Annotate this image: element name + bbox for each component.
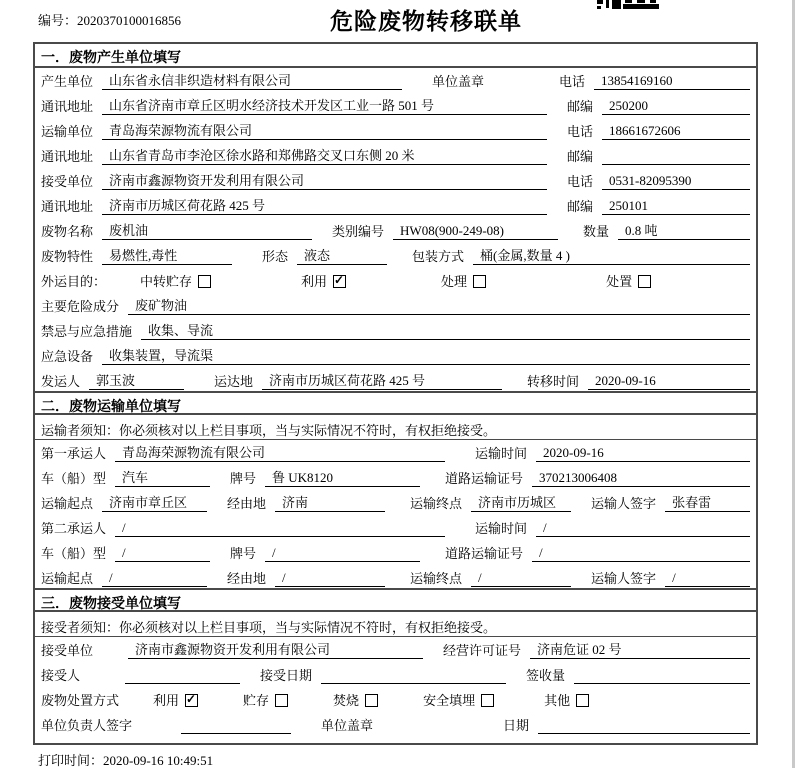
license2-label: 道路运输证号 <box>445 546 524 561</box>
time2-label: 运输时间 <box>475 521 528 536</box>
vehicle1-value: 汽车 <box>115 467 210 487</box>
transporter-value: 青岛海荣源物流有限公司 <box>102 120 547 140</box>
section2-note: 运输者须知：你必须核对以上栏目事项，当与实际情况不符时，有权拒绝接受。 <box>35 415 756 440</box>
doc-number-value: 2020370100016856 <box>77 13 182 28</box>
license2-value: / <box>532 545 750 562</box>
dest-label: 运达地 <box>214 374 254 389</box>
disposal-label: 废物处置方式 <box>41 693 120 708</box>
sign2-label: 运输人签字 <box>591 571 657 586</box>
shipper-value: 郭玉波 <box>89 370 184 390</box>
print-time-label: 打印时间： <box>38 753 104 768</box>
accept-date-label: 接受日期 <box>260 668 313 683</box>
utilize-checkbox <box>333 275 346 288</box>
recipient-label: 接受人 <box>41 668 81 683</box>
row-waste-name <box>35 218 756 243</box>
amount-label: 签收量 <box>526 668 566 683</box>
phone1-value: 13854169160 <box>594 73 750 90</box>
principal-sign-value <box>181 718 291 734</box>
vehicle2-label: 车（船）型 <box>41 546 107 561</box>
row-receiver-address <box>35 193 756 218</box>
accept-unit-value: 济南市鑫源物资开发利用有限公司 <box>128 639 423 659</box>
sign1-label: 运输人签字 <box>591 496 657 511</box>
plate2-label: 牌号 <box>230 546 257 561</box>
license1-label: 道路运输证号 <box>445 471 524 486</box>
treat-checkbox <box>473 275 486 288</box>
row-vehicle2 <box>35 540 756 565</box>
accept-date-value <box>321 668 506 684</box>
taboo-label: 禁忌与应急措施 <box>41 324 133 339</box>
shipper-label: 发运人 <box>41 374 81 389</box>
zip2-value <box>602 149 750 165</box>
addr3-value: 济南市历城区荷花路 425 号 <box>102 195 547 215</box>
row-carrier1 <box>35 440 756 465</box>
producer-value: 山东省永信非织造材料有限公司 <box>102 70 402 90</box>
via2-label: 经由地 <box>227 571 267 586</box>
disposal-landfill-checkbox <box>481 694 494 707</box>
purpose-option-storage: 中转贮存 <box>140 271 211 290</box>
permit-label: 经营许可证号 <box>443 643 522 658</box>
disposal-store-checkbox <box>275 694 288 707</box>
phone3-label: 电话 <box>567 174 594 189</box>
page-right-edge <box>792 0 795 768</box>
row-transfer-purpose <box>35 268 756 293</box>
via2-value: / <box>275 570 385 587</box>
row-receiver <box>35 168 756 193</box>
carrier1-value: 青岛海荣源物流有限公司 <box>115 442 445 462</box>
row-waste-traits <box>35 243 756 268</box>
disposal-option-burn: 焚烧 <box>333 690 378 709</box>
date2-label: 日期 <box>503 718 530 733</box>
waste-name-value: 废机油 <box>102 220 312 240</box>
disposal-option-store: 贮存 <box>243 690 288 709</box>
zip1-value: 250200 <box>602 98 750 115</box>
vehicle1-label: 车（船）型 <box>41 471 107 486</box>
disposal-other-checkbox <box>576 694 589 707</box>
row-vehicle1 <box>35 465 756 490</box>
recipient-value <box>125 668 240 684</box>
zip3-label: 邮编 <box>567 199 594 214</box>
sign1-value: 张春雷 <box>665 492 750 512</box>
phone2-label: 电话 <box>567 124 594 139</box>
plate1-value: 鲁 UK8120 <box>265 467 420 487</box>
row-route2 <box>35 565 756 590</box>
traits-label: 废物特性 <box>41 249 94 264</box>
transporter-label: 运输单位 <box>41 124 94 139</box>
equipment-value: 收集装置，导流渠 <box>102 345 750 365</box>
qr-code-remnant <box>597 0 663 9</box>
unit-stamp2-label: 单位盖章 <box>321 718 374 733</box>
producer-label: 产生单位 <box>41 74 94 89</box>
end2-value: / <box>471 570 571 587</box>
section1-title: 一．废物产生单位填写 <box>35 44 756 68</box>
packing-value: 桶(金属,数量 4 ) <box>473 245 750 265</box>
receiver-label: 接受单位 <box>41 174 94 189</box>
receiver-value: 济南市鑫源物资开发利用有限公司 <box>102 170 547 190</box>
form-label: 形态 <box>262 249 289 264</box>
time1-value: 2020-09-16 <box>536 445 750 462</box>
plate2-value: / <box>265 545 420 562</box>
addr2-label: 通讯地址 <box>41 149 94 164</box>
row-carrier2 <box>35 515 756 540</box>
quantity-label: 数量 <box>583 224 610 239</box>
origin1-label: 运输起点 <box>41 496 94 511</box>
hazard-label: 主要危险成分 <box>41 299 120 314</box>
phone2-value: 18661672606 <box>602 123 750 140</box>
section2-title: 二．废物运输单位填写 <box>35 391 756 415</box>
addr3-label: 通讯地址 <box>41 199 94 214</box>
phone3-value: 0531-82095390 <box>602 173 750 190</box>
addr2-value: 山东省青岛市李沧区徐水路和郑佛路交叉口东侧 20 米 <box>102 145 547 165</box>
doc-number <box>38 10 181 29</box>
disposal-utilize-checkbox <box>185 694 198 707</box>
time1-label: 运输时间 <box>475 446 528 461</box>
print-time <box>38 750 213 769</box>
principal-sign-label: 单位负责人签字 <box>41 718 133 733</box>
quantity-value: 0.8 吨 <box>618 220 750 240</box>
sign2-value: / <box>665 570 750 587</box>
row-transporter-address <box>35 143 756 168</box>
row-recipient <box>35 662 756 687</box>
row-route1 <box>35 490 756 515</box>
doc-number-label: 编号： <box>38 13 78 28</box>
origin2-value: / <box>102 570 207 587</box>
form-value: 液态 <box>297 245 387 265</box>
license1-value: 370213006408 <box>532 470 750 487</box>
manifest-form <box>33 42 758 745</box>
storage-checkbox <box>198 275 211 288</box>
zip2-label: 邮编 <box>567 149 594 164</box>
amount-value <box>574 668 750 684</box>
packing-label: 包装方式 <box>412 249 465 264</box>
end2-label: 运输终点 <box>410 571 463 586</box>
zip3-value: 250101 <box>602 198 750 215</box>
zip1-label: 邮编 <box>567 99 594 114</box>
accept-unit-label: 接受单位 <box>41 643 94 658</box>
purpose-label: 外运目的： <box>41 274 107 289</box>
end1-value: 济南市历城区 <box>471 492 571 512</box>
disposal-burn-checkbox <box>365 694 378 707</box>
time2-value: / <box>536 520 750 537</box>
traits-value: 易燃性,毒性 <box>102 245 232 265</box>
via1-label: 经由地 <box>227 496 267 511</box>
end1-label: 运输终点 <box>410 496 463 511</box>
transfer-time-value: 2020-09-16 <box>588 373 750 390</box>
addr1-label: 通讯地址 <box>41 99 94 114</box>
permit-value: 济南危证 02 号 <box>530 639 750 659</box>
carrier2-label: 第二承运人 <box>41 521 107 536</box>
disposal-option-other: 其他 <box>544 690 589 709</box>
hazard-value: 废矿物油 <box>128 295 750 315</box>
section3-title: 三．废物接受单位填写 <box>35 588 756 612</box>
carrier1-label: 第一承运人 <box>41 446 107 461</box>
row-shipper <box>35 368 756 393</box>
via1-value: 济南 <box>275 492 385 512</box>
carrier2-value: / <box>115 520 445 537</box>
row-disposal-method <box>35 687 756 712</box>
disposal-option-utilize: 利用 ✓ <box>153 690 198 709</box>
purpose-option-treat: 处理 <box>441 271 486 290</box>
row-principal-sign <box>35 712 756 737</box>
purpose-option-dispose: 处置 <box>606 271 651 290</box>
dispose-checkbox <box>638 275 651 288</box>
disposal-option-landfill: 安全填埋 <box>423 690 494 709</box>
plate1-label: 牌号 <box>230 471 257 486</box>
page-title: 危险废物转移联单 <box>330 8 522 34</box>
section3-note: 接受者须知：你必须核对以上栏目事项，当与实际情况不符时，有权拒绝接受。 <box>35 612 756 637</box>
origin2-label: 运输起点 <box>41 571 94 586</box>
transfer-time-label: 转移时间 <box>527 374 580 389</box>
phone1-label: 电话 <box>559 74 586 89</box>
addr1-value: 山东省济南市章丘区明水经济技术开发区工业一路 501 号 <box>102 95 547 115</box>
row-taboo <box>35 318 756 343</box>
dest-value: 济南市历城区荷花路 425 号 <box>262 370 502 390</box>
equipment-label: 应急设备 <box>41 349 94 364</box>
row-transporter <box>35 118 756 143</box>
taboo-value: 收集、导流 <box>141 320 750 340</box>
row-hazard <box>35 293 756 318</box>
vehicle2-value: / <box>115 545 210 562</box>
category-label: 类别编号 <box>332 224 385 239</box>
row-producer <box>35 68 756 93</box>
row-accept-unit <box>35 637 756 662</box>
row-producer-address <box>35 93 756 118</box>
origin1-value: 济南市章丘区 <box>102 492 207 512</box>
waste-name-label: 废物名称 <box>41 224 94 239</box>
unit-stamp-label: 单位盖章 <box>432 74 485 89</box>
date2-value <box>538 718 750 734</box>
print-time-value: 2020-09-16 10:49:51 <box>103 753 214 768</box>
purpose-option-utilize: 利用 ✓ <box>301 271 346 290</box>
category-value: HW08(900-249-08) <box>393 223 558 240</box>
row-equipment <box>35 343 756 368</box>
